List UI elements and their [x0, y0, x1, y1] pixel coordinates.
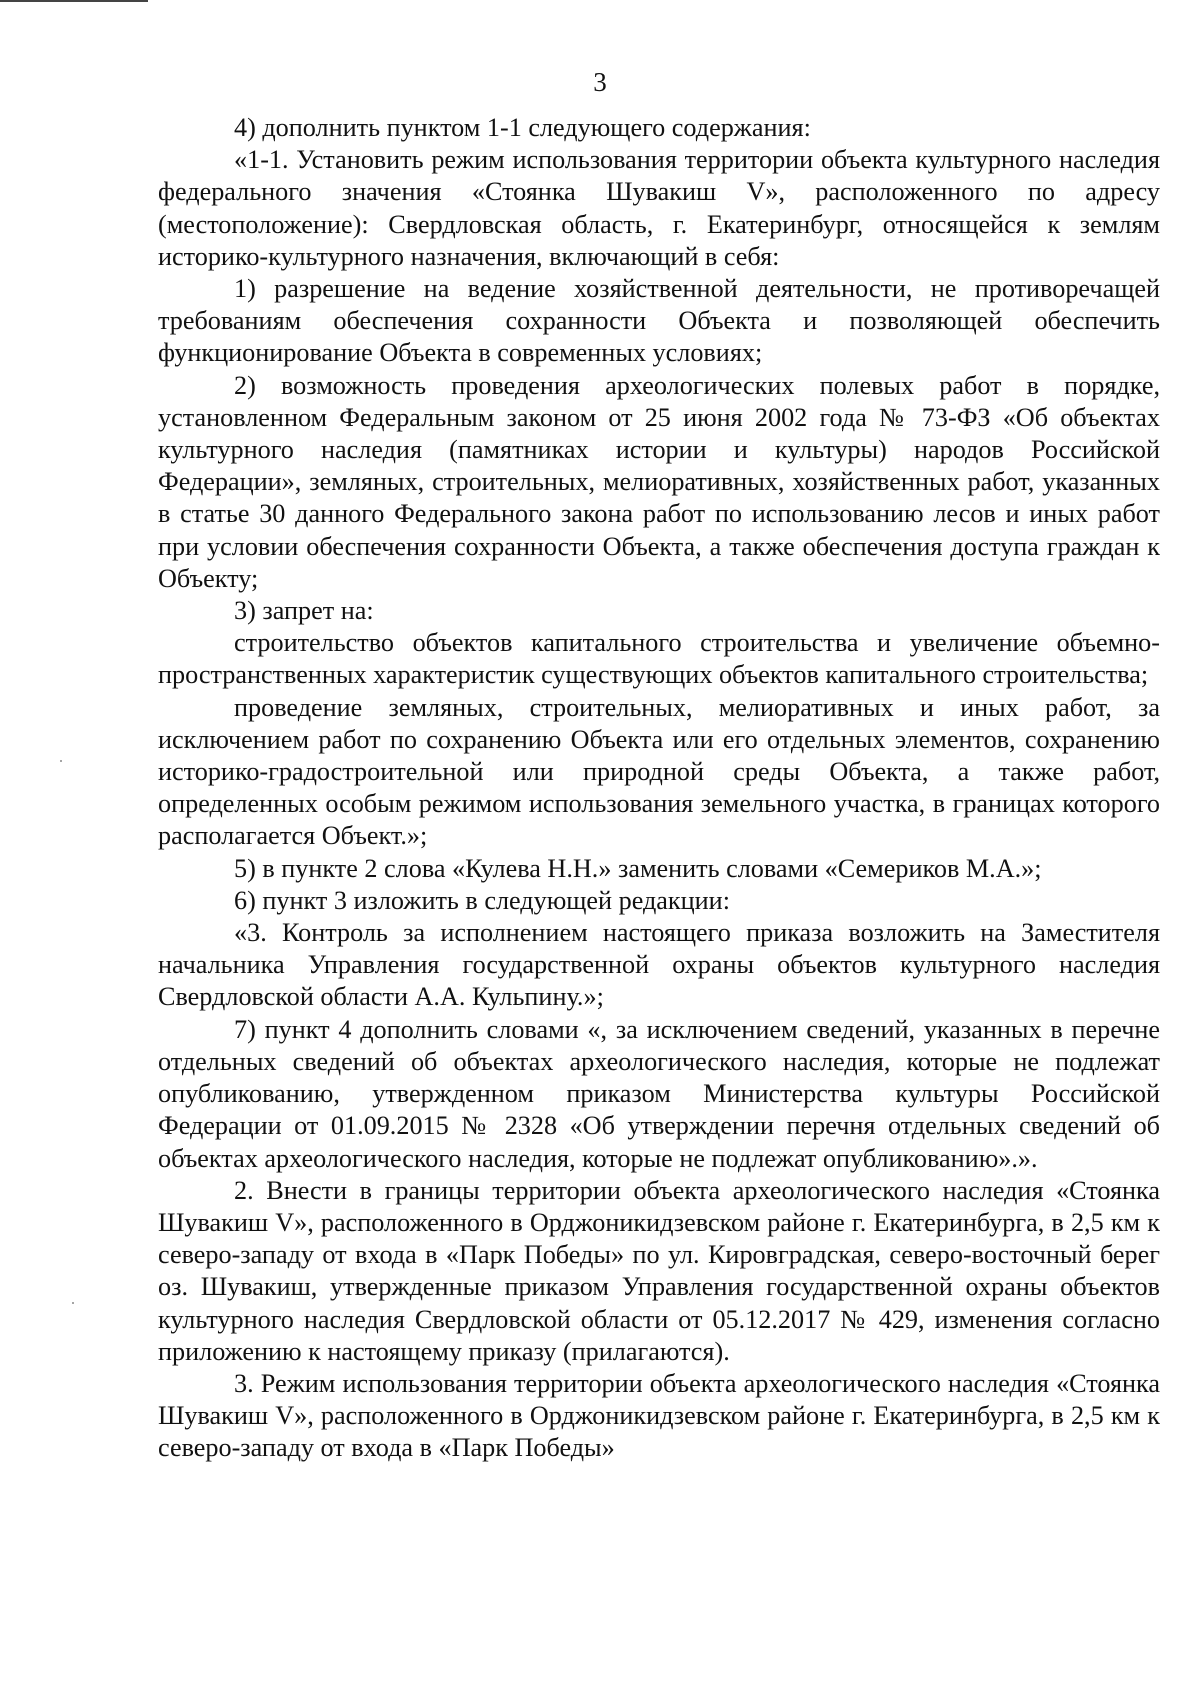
- paragraph: 3. Режим использования территории объекта археологического наследия «Стоянка Шувакиш V», расположенного в Орджоникидзевском районе г. Екатеринбурга, в 2,5 км к северо-западу от входа в «Парк Победы»: [158, 1368, 1160, 1463]
- paragraph: 7) пункт 4 дополнить словами «, за исключением сведений, указанных в перечне отдельных сведений об объектах археологического наследия, которые не подлежат опубликованию, утвержденном приказом Министерства культуры Российской Федерации от 01.09.2015 № 2328 «Об утверждении перечня отдельных сведений об объектах археологического наследия, которые не подлежат опубликованию».».: [158, 1014, 1160, 1173]
- scan-speck: [72, 1302, 74, 1304]
- paragraph: проведение земляных, строительных, мелиоративных и иных работ, за исключением работ по сохранению Объекта или его отдельных элементов, сохранению историко-градостроительной или природной среды Объекта, а также работ, определенных особым режимом использования земельного участка, в границах которого располагается Объект.»;: [158, 692, 1160, 851]
- paragraph: «3. Контроль за исполнением настоящего приказа возложить на Заместителя начальника Управления государственной охраны объектов культурного наследия Свердловской области А.А. Кульпину.»;: [158, 918, 1160, 1012]
- paragraph: «1-1. Установить режим использования территории объекта культурного наследия федерального значения «Стоянка Шувакиш V», расположенного по адресу (местоположение): Свердловская область, г. Екатеринбург, относящейся к землям историко-культурного назначения, включающий в себя:: [158, 145, 1160, 271]
- document-body: [158, 112, 1160, 1465]
- scan-edge-mark: [0, 0, 148, 2]
- paragraph: 3) запрет на:: [234, 596, 374, 626]
- paragraph: 5) в пункте 2 слова «Кулева Н.Н.» заменить словами «Семериков М.А.»;: [234, 853, 1042, 883]
- paragraph: 2. Внести в границы территории объекта археологического наследия «Стоянка Шувакиш V», расположенного в Орджоникидзевском районе г. Екатеринбурга, в 2,5 км к северо-западу от входа в «Парк Победы» по ул. Кировградская, северо-восточный берег оз. Шувакиш, утвержденные приказом Управления государственной охраны объектов культурного наследия Свердловской области от 05.12.2017 № 429, изменения согласно приложению к настоящему приказу (прилагаются).: [158, 1175, 1160, 1366]
- paragraph: строительство объектов капитального строительства и увеличение объемно-пространственных характеристик существующих объектов капитального строительства;: [158, 628, 1160, 690]
- paragraph: 2) возможность проведения археологических полевых работ в порядке, установленном Федеральным законом от 25 июня 2002 года № 73-ФЗ «Об объектах культурного наследия (памятниках истории и культуры) народов Российской Федерации», земляных, строительных, мелиоративных, хозяйственных работ, указанных в статье 30 данного Федерального закона работ по использованию лесов и иных работ при условии обеспечения сохранности Объекта, а также обеспечения доступа граждан к Объекту;: [158, 370, 1160, 593]
- page-number: 3: [593, 67, 607, 97]
- paragraph: 1) разрешение на ведение хозяйственной деятельности, не противоречащей требованиям обеспечения сохранности Объекта и позволяющей обеспечить функционирование Объекта в современных условиях;: [158, 274, 1160, 368]
- paragraph: 6) пункт 3 изложить в следующей редакции:: [234, 885, 730, 915]
- paragraph: 4) дополнить пунктом 1-1 следующего содержания:: [234, 113, 811, 142]
- scan-speck: [60, 760, 62, 762]
